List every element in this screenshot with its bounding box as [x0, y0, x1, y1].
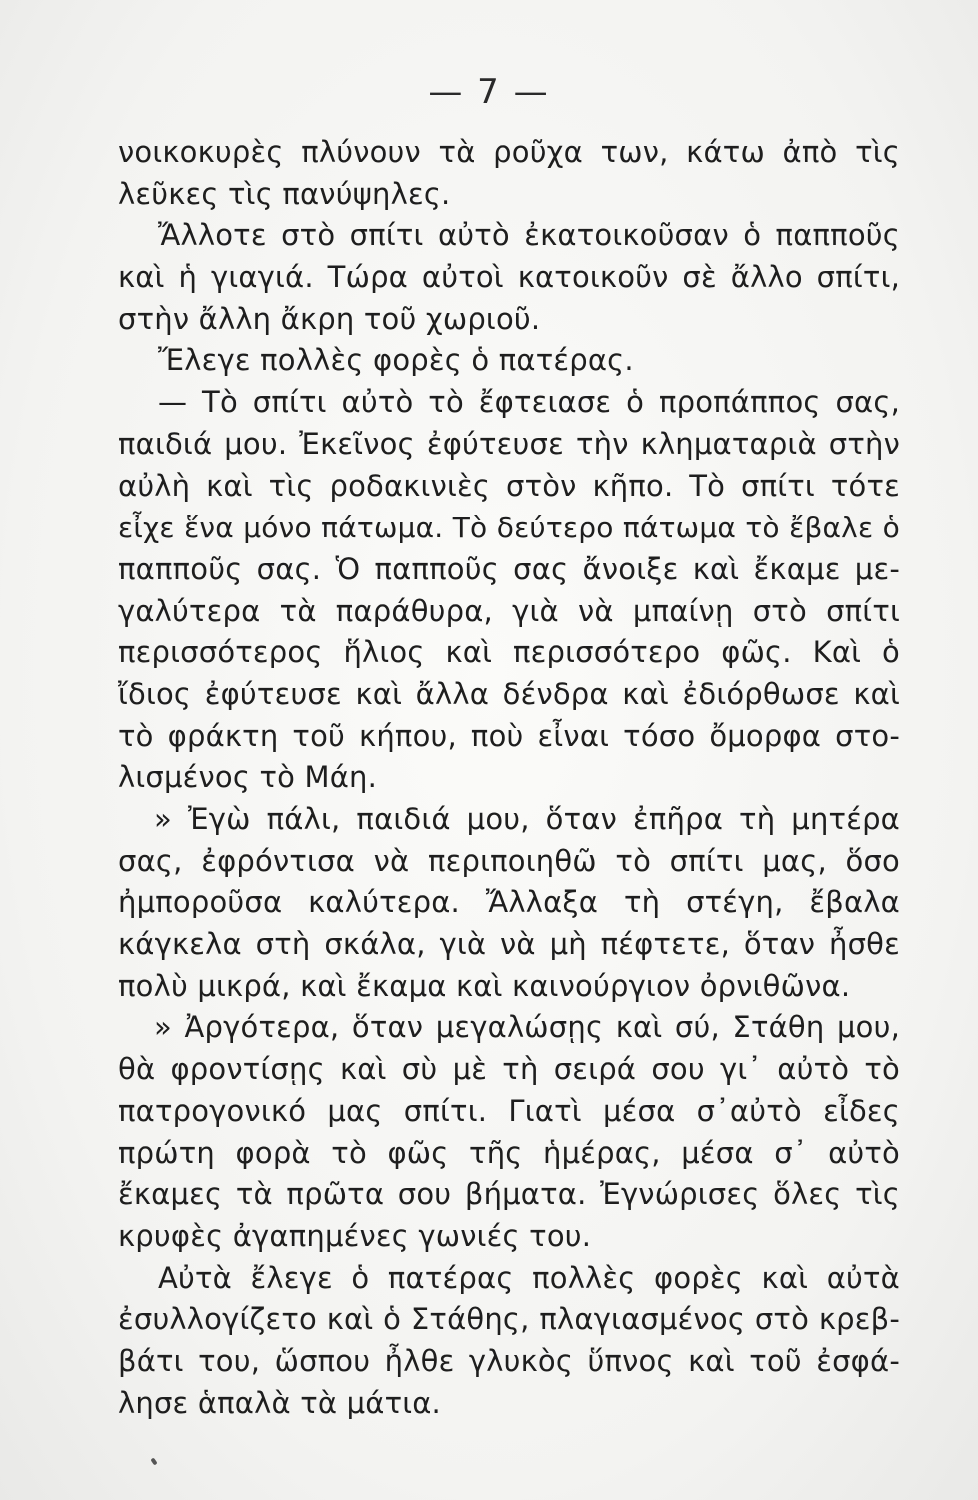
text-line: παπποῦς σας. Ὁ παπποῦς σας ἄνοιξε καὶ ἔκαμε με- — [118, 551, 900, 586]
text-line: βάτι του, ὥσπου ἦλθε γλυκὸς ὕπνος καὶ τοῦ ἐσφά- — [118, 1343, 900, 1378]
text-line: στὴν ἄλλη ἄκρη τοῦ χωριοῦ. — [118, 301, 541, 336]
text-line: λεῦκες τὶς πανύψηλες. — [118, 176, 451, 211]
text-line: παιδιά μου. Ἐκεῖνος ἐφύτευσε τὴν κληματαριὰ στὴν — [118, 426, 900, 461]
text-line: αὐλὴ καὶ τὶς ροδακινιὲς στὸν κῆπο. Τὸ σπίτι τότε — [118, 468, 900, 503]
text-line: Ἄλλοτε στὸ σπίτι αὐτὸ ἐκατοικοῦσαν ὁ παπποῦς — [158, 218, 900, 253]
text-line: λισμένος τὸ Μάη. — [118, 760, 378, 795]
text-line: νοικοκυρὲς πλύνουν τὰ ροῦχα των, κάτω ἀπὸ τὶς — [118, 135, 900, 169]
text-line: κάγκελα στὴ σκάλα, γιὰ νὰ μὴ πέφτετε, ὅταν ἦσθε — [118, 927, 900, 962]
ink-speck — [150, 1457, 157, 1465]
text-line: — Τὸ σπίτι αὐτὸ τὸ ἔφτειασε ὁ προπάππος σας, — [158, 385, 900, 420]
text-line: κρυφὲς ἀγαπημένες γωνιές του. — [118, 1218, 592, 1253]
text-line: εἶχε ἕνα μόνο πάτωμα. Τὸ δεύτερο πάτωμα τὸ ἔβαλε ὁ — [118, 511, 900, 545]
text-line: περισσότερος ἥλιος καὶ περισσότερο φῶς. Καὶ ὁ — [118, 635, 900, 670]
text-line: πατρογονικό μας σπίτι. Γιατὶ μέσα σ᾽αὐτὸ εἶδες — [118, 1093, 900, 1128]
text-line: ἴδιος ἐφύτευσε καὶ ἄλλα δένδρα καὶ ἐδιόρθωσε καὶ — [118, 676, 900, 711]
text-line: ἔκαμες τὰ πρῶτα σου βήματα. Ἐγνώρισες ὅλες τὶς — [118, 1177, 900, 1212]
body-text — [118, 132, 900, 1424]
text-line: λησε ἁπαλὰ τὰ μάτια. — [118, 1385, 441, 1420]
text-line: γαλύτερα τὰ παράθυρα, γιὰ νὰ μπαίνῃ στὸ σπίτι — [118, 593, 900, 628]
text-line: » Ἐγὼ πάλι, παιδιά μου, ὅταν ἐπῆρα τὴ μητέρα — [154, 802, 900, 836]
text-line: ἠμποροῦσα καλύτερα. Ἄλλαξα τὴ στέγη, ἔβαλα — [118, 885, 900, 920]
text-line: Αὐτὰ ἔλεγε ὁ πατέρας πολλὲς φορὲς καὶ αὐτὰ — [158, 1260, 900, 1295]
text-line: Ἔλεγε πολλὲς φορὲς ὁ πατέρας. — [158, 343, 634, 378]
text-line: τὸ φράκτη τοῦ κήπου, ποὺ εἶναι τόσο ὄμορφα στο- — [118, 718, 900, 753]
text-line: καὶ ἡ γιαγιά. Τώρα αὐτοὶ κατοικοῦν σὲ ἄλλο σπίτι, — [118, 260, 900, 295]
text-line: θὰ φροντίσῃς καὶ σὺ μὲ τὴ σειρά σου γι᾽ αὐτὸ τὸ — [118, 1052, 900, 1087]
text-line: ἐσυλλογίζετο καὶ ὁ Στάθης, πλαγιασμένος στὸ κρεβ- — [118, 1302, 900, 1337]
page-number: — 7 — — [428, 72, 550, 112]
text-line: πρώτη φορὰ τὸ φῶς τῆς ἡμέρας, μέσα σ᾽ αὐτὸ — [118, 1135, 900, 1170]
text-line: σας, ἐφρόντισα νὰ περιποιηθῶ τὸ σπίτι μας, ὅσο — [118, 843, 900, 878]
text-line: » Ἀργότερα, ὅταν μεγαλώσῃς καὶ σύ, Στάθη μου, — [154, 1010, 900, 1045]
text-line: πολὺ μικρά, καὶ ἔκαμα καὶ καινούργιον ὀρνιθῶνα. — [118, 968, 851, 1003]
